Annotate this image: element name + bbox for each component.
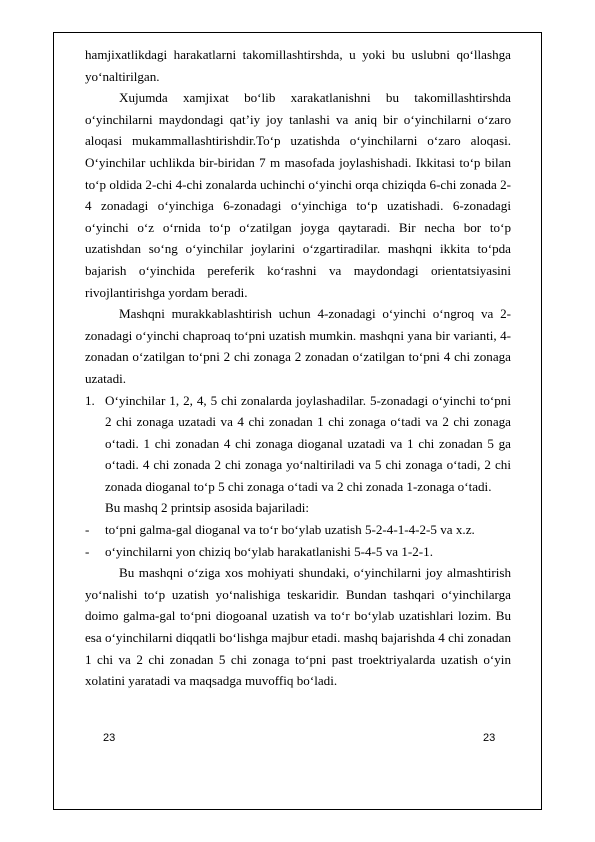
dash-bullet: - [85,522,90,538]
paragraph-attack-coordination: Xujumda xamjixat bo‘lib xarakatlanishni bu takomillashtirshda o‘yinchilarni maydondagi qat’iy joy tanlashi va aniq bir o‘yinchilarni o‘zaro aloqasi mukammallashtirishdir.To‘p uzatishda o‘yinchilarni o‘zaro aloqasi. O‘yinchilar uchlikda bir-biridan 7 m masofada joylashishadi. Ikkitasi to‘p bilan to‘p oldida 2-chi 4-chi zonalarda uchinchi o‘yinchi orqa chiziqda 6-chi zonada 2-4 zonadagi o‘yinchiga 6-zonadagi o‘yinchiga to‘p uzatishadi. 6-zonadagi o‘yinchi o‘z o‘rnida to‘p o‘zatilgan joyga qaytaradi. Bir necha bor to‘p uzatishdan so‘ng o‘yinchilar joylarini o‘zgartiradilar. mashqni ikkita to‘pda bajarish o‘yinchida pereferik ko‘rashni va maydondagi orientatsiyasini rivojlantirishga yordam beradi. [85,90,511,300]
paragraph-intro-continuation: hamjixatlikdagi harakatlarni takomillashtirshda, u yoki bu uslubni qo‘llashga yo‘naltirilgan. [85,47,511,84]
dash-list-item-2 [85,541,511,563]
paragraph-exercise-complication: Mashqni murakkablashtirish uchun 4-zonadagi o‘yinchi o‘ngroq va 2-zonadagi o‘yinchi chaproaq to‘pni uzatish mumkin. mashqni yana bir varianti, 4-zonadan o‘zatilgan to‘pni 2 chi zonaga 2 zonadan o‘zatilgan to‘pni 4 chi zonaga uzatadi. [85,306,511,386]
dash-list-item-1 [85,519,511,541]
numbered-list-item-1 [85,390,511,498]
dash-bullet: - [85,543,90,559]
list-number: 1. [85,392,95,408]
paragraph-exercise-essence: Bu mashqni o‘ziga xos mohiyati shundaki, o‘yinchilarni joy almashtirish yo‘nalishi to‘p uzatish yo‘nalishiga teskaridir. Bundan tashqari o‘yinchilarga doimo galma-gal to‘pni diogoanal uzatish va to‘r bo‘ylab uzatishlari lozim. Bu esa o‘yinchilarni diqqatli bo‘lishga majbur etadi. mashq bajarishda 4 chi zonadan 1 chi va 2 chi zonadan 5 chi zonaga to‘pni past troektriyalarda uzatish o‘yin xolatini yaratadi va maqsadga muvoffiq bo‘ladi. [85,565,511,689]
list-item-text: O‘yinchilar 1, 2, 4, 5 chi zonalarda joylashadilar. 5-zonadagi o‘yinchi to‘pni 2 chi zonaga uzatadi va 4 chi zonadan 1 chi zonaga o‘tadi va 2 chi zonaga o‘tadi. 1 chi zonadan 4 chi zonaga dioganal uzatadi va 1 chi zonadan 5 ga o‘tadi. 4 chi zonada 2 chi zonaga yo‘naltiriladi va 5 chi zonaga o‘tadi, 2 chi zonada dioganal to‘p 5 chi zonaga o‘tadi va 2 chi zonada 1-zonaga o‘tadi. [105,392,511,494]
paragraph-principles-intro: Bu mashq 2 printsip asosida bajariladi: [105,500,310,516]
page-number-left: 23 [103,732,116,744]
dash-item-text: o‘yinchilarni yon chiziq bo‘ylab harakatlanishi 5-4-5 va 1-2-1. [105,543,433,559]
document-body [85,44,511,692]
dash-item-text: to‘pni galma-gal dioganal va to‘r bo‘ylab uzatish 5-2-4-1-4-2-5 va x.z. [105,522,475,538]
page-number-right: 23 [483,732,496,744]
